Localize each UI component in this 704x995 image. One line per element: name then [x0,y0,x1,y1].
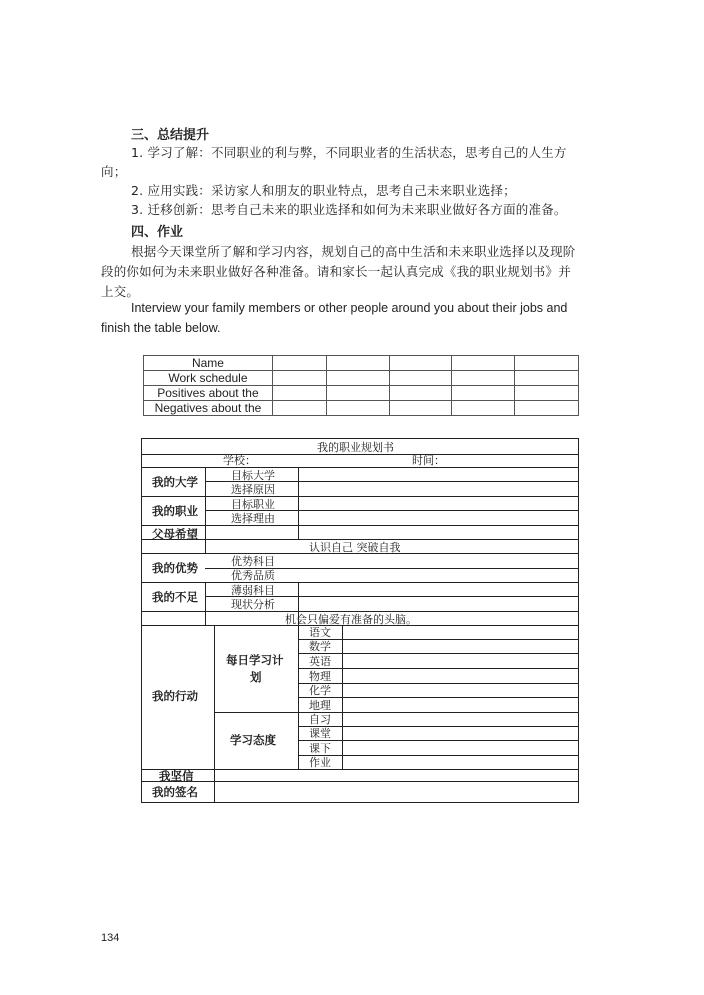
section3-item2: 2. 应用实践：采访家人和朋友的职业特点，思考自己未来职业选择； [131,183,516,198]
table-cell[interactable] [515,356,579,371]
section3-heading: 三、总结提升 [131,128,210,143]
table-cell[interactable] [515,401,579,416]
row-label: Name [144,356,273,371]
strong-subjects-label: 优势科目 [231,555,275,568]
english-instruction-line2: finish the table below. [101,321,221,335]
plan-title: 我的职业规划书 [317,441,394,454]
table-cell[interactable] [326,356,389,371]
signature-label: 我的签名 [152,785,198,799]
subject-math: 数学 [309,640,331,653]
table-cell[interactable] [452,371,515,386]
table-cell[interactable] [515,386,579,401]
know-self-label: 认识自己 突破自我 [309,541,401,554]
section3-item1-line1: 1. 学习了解：不同职业的利与弊，不同职业者的生活状态，思考自己的人生方 [131,145,567,160]
table-cell[interactable] [326,386,389,401]
table-row [144,401,579,416]
row-label: Negatives about the [144,401,273,416]
reason-label: 选择原因 [231,483,275,496]
attitude-homework: 作业 [309,756,331,769]
table-cell[interactable] [272,386,326,401]
table-row [144,356,579,371]
table-cell[interactable] [272,371,326,386]
table-cell[interactable] [452,401,515,416]
interview-table [143,355,579,416]
table-cell[interactable] [326,371,389,386]
parents-hope-label: 父母希望 [152,527,198,541]
table-cell[interactable] [326,401,389,416]
target-university-label: 目标大学 [231,469,275,482]
english-instruction-line1: Interview your family members or other people around you about their jobs and [131,301,568,315]
section3-item3: 3. 迁移创新：思考自己未来的职业选择和如何为未来职业做好各方面的准备。 [131,202,567,217]
table-cell[interactable] [272,401,326,416]
section4-para-line3: 上交。 [101,284,140,299]
career-label: 我的职业 [152,504,198,518]
table-cell[interactable] [389,401,452,416]
table-cell[interactable] [452,386,515,401]
subject-chemistry: 化学 [309,684,331,697]
section4-para-line1: 根据今天课堂所了解和学习内容，规划自己的高中生活和未来职业选择以及现阶 [131,244,576,259]
action-label: 我的行动 [152,689,198,703]
attitude-after-class: 课下 [309,742,331,755]
subject-english: 英语 [309,655,331,668]
subject-geography: 地理 [309,699,331,712]
table-cell[interactable] [389,371,452,386]
status-analysis-label: 现状分析 [231,598,275,611]
table-row [144,371,579,386]
good-qualities-label: 优秀品质 [231,569,275,582]
table-cell[interactable] [389,386,452,401]
target-career-label: 目标职业 [231,498,275,511]
table-cell[interactable] [452,356,515,371]
subject-chinese: 语文 [309,626,331,639]
table-cell[interactable] [272,356,326,371]
career-plan-form [141,438,579,803]
time-label: 时间： [412,454,445,467]
section4-heading: 四、作业 [131,225,184,240]
table-cell[interactable] [389,356,452,371]
section4-para-line2: 段的你如何为未来职业做好各种准备。请和家长一起认真完成《我的职业规划书》并 [101,264,571,279]
chance-motto: 机会只偏爱有准备的头脑。 [285,613,417,626]
belief-label: 我坚信 [159,769,194,783]
row-label: Positives about the [144,386,273,401]
row-label: Work schedule [144,371,273,386]
strengths-label: 我的优势 [152,561,198,575]
attitude-classroom: 课堂 [309,727,331,740]
university-label: 我的大学 [152,475,198,489]
table-cell[interactable] [515,371,579,386]
daily-plan-label-line1: 每日学习计 [226,653,284,667]
weaknesses-label: 我的不足 [152,590,198,604]
page-number: 134 [101,932,120,944]
attitude-self-study: 自习 [309,713,331,726]
attitude-label: 学习态度 [230,733,276,747]
career-reason-label: 选择理由 [231,512,275,525]
section3-item1-line2: 向； [101,164,127,179]
subject-physics: 物理 [309,670,331,683]
school-label: 学校： [223,454,256,467]
table-row [144,386,579,401]
daily-plan-label-line2: 划 [250,670,262,684]
weak-subjects-label: 薄弱科目 [231,584,275,597]
